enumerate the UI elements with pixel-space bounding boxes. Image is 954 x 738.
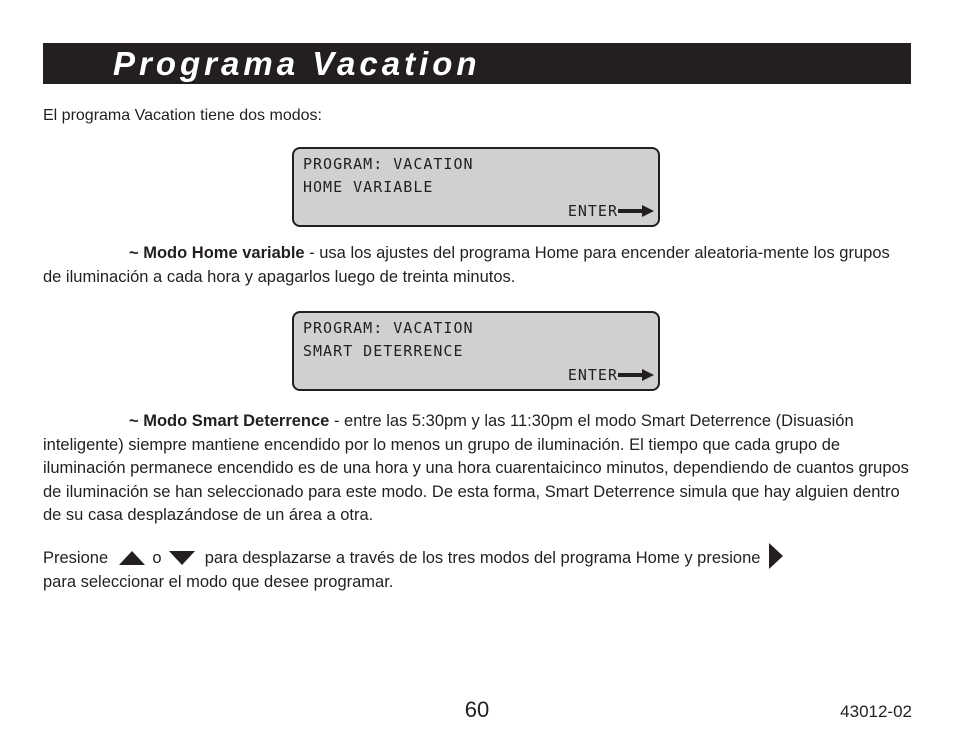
- mode-home-variable-text: - usa los ajustes del programa Home para encender aleatoria-mente los grupos de iluminación a cada hora y apagarlos luego de treinta minutos.: [43, 244, 890, 286]
- lcd-display-smart-deterrence: [292, 311, 660, 391]
- down-arrow-icon: [169, 551, 195, 565]
- up-arrow-icon: [119, 551, 145, 565]
- mode-smart-deterrence-label: ~ Modo Smart Deterrence: [129, 412, 330, 430]
- mode-smart-deterrence-paragraph: [43, 410, 911, 528]
- mode-home-variable-label: ~ Modo Home variable: [129, 244, 305, 262]
- title-bar: [43, 43, 911, 84]
- instructions-paragraph: [43, 543, 911, 594]
- page-number: 60: [464, 697, 490, 722]
- document-number: 43012-02: [840, 702, 912, 721]
- instructions-part-2: o: [152, 549, 162, 567]
- mode-smart-deterrence-text: - entre las 5:30pm y las 11:30pm el modo Smart Deterrence (Disuasión inteligente) siempre mantiene encendido por lo menos un grupo de iluminación. El tiempo que cada grupo de iluminación permanece encendido es de una hora y una hora cuarentaicinco minutos, dependiendo de cuantos grupos de iluminación se han seleccionado para este modo. De esta forma, Smart Deterrence simula que hay alguien dentro de su casa desplazándose de un área a otra.: [43, 412, 909, 524]
- intro-text: El programa Vacation tiene dos modos:: [43, 107, 322, 124]
- instructions-part-1: Presione: [43, 549, 109, 567]
- enter-arrow-icon: [618, 369, 654, 381]
- right-arrow-icon: [769, 543, 783, 569]
- lcd-enter-label: ENTER: [567, 366, 618, 384]
- lcd-display-home-variable: [292, 147, 660, 227]
- enter-arrow-icon: [618, 205, 654, 217]
- lcd-line-1: PROGRAM: VACATION: [303, 155, 474, 173]
- page-title: Programa Vacation: [113, 45, 481, 82]
- mode-home-variable-paragraph: [43, 242, 911, 289]
- instructions-part-3: para desplazarse a través de los tres modos del programa Home y presione: [204, 549, 761, 567]
- lcd-enter-label: ENTER: [567, 202, 618, 220]
- lcd-line-2: SMART DETERRENCE: [303, 342, 464, 360]
- lcd-line-2: HOME VARIABLE: [303, 178, 434, 196]
- lcd-line-1: PROGRAM: VACATION: [303, 319, 474, 337]
- instructions-part-4: para seleccionar el modo que desee programar.: [43, 572, 394, 591]
